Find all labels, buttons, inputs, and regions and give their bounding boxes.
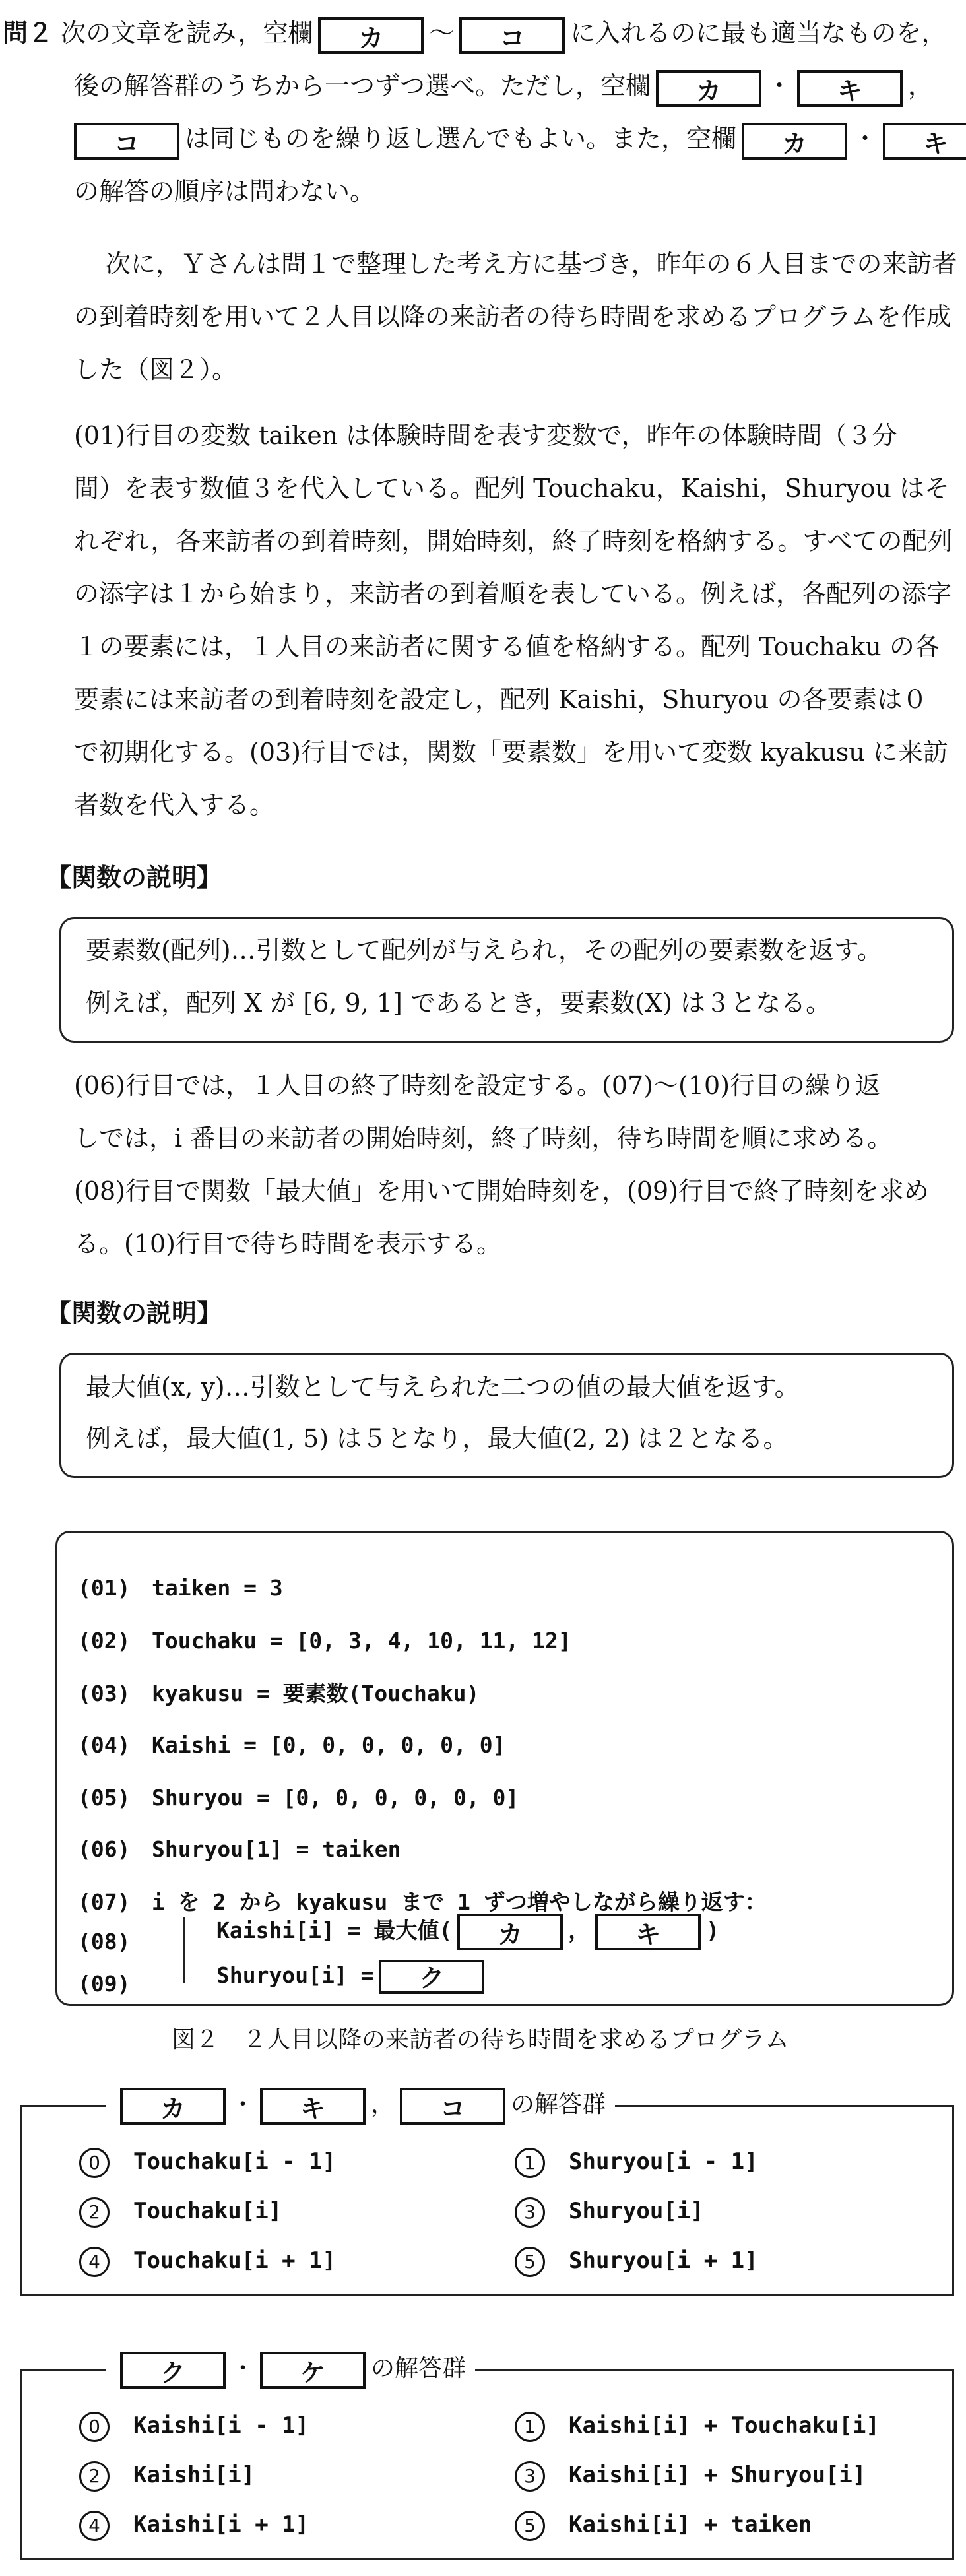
line-code: kyakusu = 要素数(Touchaku) [152, 1681, 480, 1706]
separator: ・ [767, 71, 792, 100]
option-number: 3 [515, 2461, 545, 2492]
question-text: 〜 [429, 18, 455, 48]
line-code: Shuryou[i] = [216, 1962, 374, 1988]
line-number: (02) [78, 1628, 131, 1654]
separator: ・ [231, 2355, 255, 2382]
blank-ki: キ [797, 70, 903, 107]
option-text: Kaishi[i] + Touchaku[i] [569, 2412, 880, 2439]
line-code: Kaishi[i] = 最大値( [216, 1917, 453, 1943]
option-number: 3 [515, 2197, 545, 2228]
question-label: 問２ [3, 18, 53, 48]
option-number: 1 [515, 2412, 545, 2442]
func2-line-2: 例えば，最大値(1, 5) は５となり，最大値(2, 2) は２となる。 [86, 1424, 789, 1453]
answer-option[interactable] [79, 2148, 336, 2178]
option-number: 4 [79, 2511, 110, 2541]
option-text: Kaishi[i] + taiken [569, 2511, 812, 2538]
option-number: 0 [79, 2148, 110, 2178]
line-number: (07) [78, 1889, 131, 1915]
question-text: は同じものを繰り返し選んでもよい。また，空欄 [185, 124, 737, 153]
question-line-1 [3, 7, 946, 59]
separator: ・ [853, 124, 878, 153]
blank-ko: コ [74, 123, 179, 160]
func2-heading: 【関数の説明】 [46, 1299, 222, 1328]
answer-option[interactable] [79, 2461, 255, 2492]
para1-line: の到着時刻を用いて２人目以降の来訪者の待ち時間を求めるプログラムを作成 [74, 302, 951, 331]
answer-option[interactable] [515, 2148, 758, 2178]
option-text: Touchaku[i - 1] [133, 2148, 337, 2175]
question-text: 後の解答群のうちから一つずつ選べ。ただし，空欄 [74, 71, 651, 100]
question-line-3 [69, 112, 966, 165]
legend-suffix: の解答群 [371, 2355, 467, 2382]
func1-heading: 【関数の説明】 [46, 863, 222, 892]
option-number: 0 [79, 2412, 110, 2442]
blank-ku: ク [120, 2352, 226, 2389]
separator: ， [568, 1917, 591, 1943]
line-code: Shuryou = [0, 0, 0, 0, 0, 0] [152, 1785, 519, 1811]
answer-group-1-legend [106, 2084, 615, 2126]
para2-line: 間）を表す数値３を代入している。配列 Touchaku，Kaishi，Shuryou はそ [74, 474, 950, 503]
question-line-2 [74, 59, 933, 112]
program-line [78, 1834, 401, 1865]
program-line [78, 1572, 283, 1604]
figure-caption: 図２ ２人目以降の来訪者の待ち時間を求めるプログラム [172, 2026, 789, 2053]
blank-ku: ク [379, 1960, 484, 1994]
option-text: Touchaku[i] [133, 2198, 282, 2224]
separator: ・ [231, 2091, 255, 2118]
answer-option[interactable] [515, 2247, 758, 2277]
func1-line-2: 例えば，配列 X が [6, 9, 1] であるとき，要素数(X) は３となる。 [86, 988, 831, 1017]
program-line [78, 1729, 505, 1761]
option-text: Touchaku[i + 1] [133, 2247, 337, 2274]
option-text: Shuryou[i] [569, 2198, 704, 2224]
func1-line-1: 要素数(配列)…引数として配列が与えられ，その配列の要素数を返す。 [86, 936, 882, 965]
para2-line: 要素には来訪者の到着時刻を設定し，配列 Kaishi，Shuryou の各要素は０ [74, 685, 928, 714]
separator: ， [371, 2091, 395, 2118]
option-number: 2 [79, 2461, 110, 2492]
program-line [78, 1782, 519, 1814]
blank-ki: キ [260, 2088, 366, 2125]
blank-ka: カ [120, 2088, 226, 2125]
line-number: (04) [78, 1732, 131, 1758]
option-text: Kaishi[i] [133, 2462, 255, 2488]
answer-option[interactable] [79, 2412, 309, 2442]
para2-line: 者数を代入する。 [74, 790, 275, 820]
separator: ， [908, 71, 934, 100]
line-number: (03) [78, 1681, 131, 1706]
question-line-4: の解答の順序は問わない。 [74, 177, 375, 206]
answer-option[interactable] [79, 2197, 282, 2228]
line-code: taiken = 3 [152, 1575, 283, 1601]
question-text: 次の文章を読み，空欄 [61, 18, 313, 48]
legend-suffix: の解答群 [511, 2091, 606, 2118]
question-text: に入れるのに最も適当なものを， [570, 18, 947, 48]
para3-line: る。(10)行目で待ち時間を表示する。 [74, 1229, 502, 1258]
answer-group-2-legend [106, 2348, 475, 2390]
option-text: Kaishi[i + 1] [133, 2511, 309, 2538]
option-text: Shuryou[i - 1] [569, 2148, 758, 2175]
para2-line: １の要素には，１人目の来訪者に関する値を格納する。配列 Touchaku の各 [74, 632, 940, 661]
option-text: Shuryou[i + 1] [569, 2247, 758, 2274]
blank-ka: カ [742, 123, 847, 160]
program-line-08 [216, 1914, 719, 1950]
loop-bar [183, 1956, 185, 1983]
option-number: 5 [515, 2247, 545, 2277]
line-number: (06) [78, 1836, 131, 1862]
option-text: Kaishi[i - 1] [133, 2412, 309, 2439]
line-number: (09) [78, 1971, 131, 1997]
line-number: (01) [78, 1575, 131, 1601]
program-line [78, 1625, 571, 1657]
blank-ka: カ [656, 70, 761, 107]
para2-line: れぞれ，各来訪者の到着時刻，開始時刻，終了時刻を格納する。すべての配列 [74, 527, 953, 556]
answer-option[interactable] [79, 2511, 309, 2541]
option-number: 1 [515, 2148, 545, 2178]
program-line [78, 1926, 152, 1958]
blank-ke: ケ [260, 2352, 366, 2389]
blank-ko: コ [459, 17, 565, 54]
option-number: 5 [515, 2511, 545, 2541]
line-number: (08) [78, 1929, 131, 1954]
blank-ka: カ [457, 1914, 563, 1950]
answer-option[interactable] [515, 2412, 880, 2442]
line-code: i を 2 から kyakusu まで 1 ずつ増やしながら繰り返す： [152, 1889, 767, 1915]
answer-option[interactable] [79, 2247, 336, 2277]
para3-line: (08)行目で関数「最大値」を用いて開始時刻を，(09)行目で終了時刻を求め [74, 1176, 930, 1206]
para3-line: しでは，i 番目の来訪者の開始時刻，終了時刻，待ち時間を順に求める。 [74, 1124, 893, 1153]
para2-line: で初期化する。(03)行目では，関数「要素数」を用いて変数 kyakusu に来訪 [74, 738, 948, 767]
line-code: Shuryou[1] = taiken [152, 1836, 401, 1862]
program-line [78, 1968, 152, 2000]
blank-ki: キ [883, 123, 966, 160]
blank-ki: キ [595, 1914, 701, 1950]
option-text: Kaishi[i] + Shuryou[i] [569, 2462, 866, 2488]
line-code: Kaishi = [0, 0, 0, 0, 0, 0] [152, 1732, 506, 1758]
para2-line: (01)行目の変数 taiken は体験時間を表す変数で，昨年の体験時間（３分 [74, 421, 897, 450]
answer-option[interactable] [515, 2461, 866, 2492]
blank-ko: コ [400, 2088, 505, 2125]
line-code: Touchaku = [0, 3, 4, 10, 11, 12] [152, 1628, 571, 1654]
line-number: (05) [78, 1785, 131, 1811]
program-line-09 [216, 1960, 490, 1994]
answer-option[interactable] [515, 2197, 704, 2228]
para3-line: (06)行目では，１人目の終了時刻を設定する。(07)〜(10)行目の繰り返 [74, 1071, 881, 1100]
blank-ka: カ [318, 17, 424, 54]
program-line [78, 1678, 479, 1710]
para1-line: した（図２）。 [74, 355, 238, 384]
para2-line: の添字は１から始まり，来訪者の到着順を表している。例えば，各配列の添字 [74, 579, 952, 608]
loop-bar [183, 1917, 185, 1956]
func2-line-1: 最大値(x, y)…引数として与えられた二つの値の最大値を返す。 [86, 1372, 800, 1401]
para1-line: 次に，Ｙさんは問１で整理した考え方に基づき，昨年の６人目までの来訪者 [106, 249, 957, 278]
option-number: 4 [79, 2247, 110, 2277]
option-number: 2 [79, 2197, 110, 2228]
answer-option[interactable] [515, 2511, 812, 2541]
separator: ) [706, 1917, 720, 1943]
